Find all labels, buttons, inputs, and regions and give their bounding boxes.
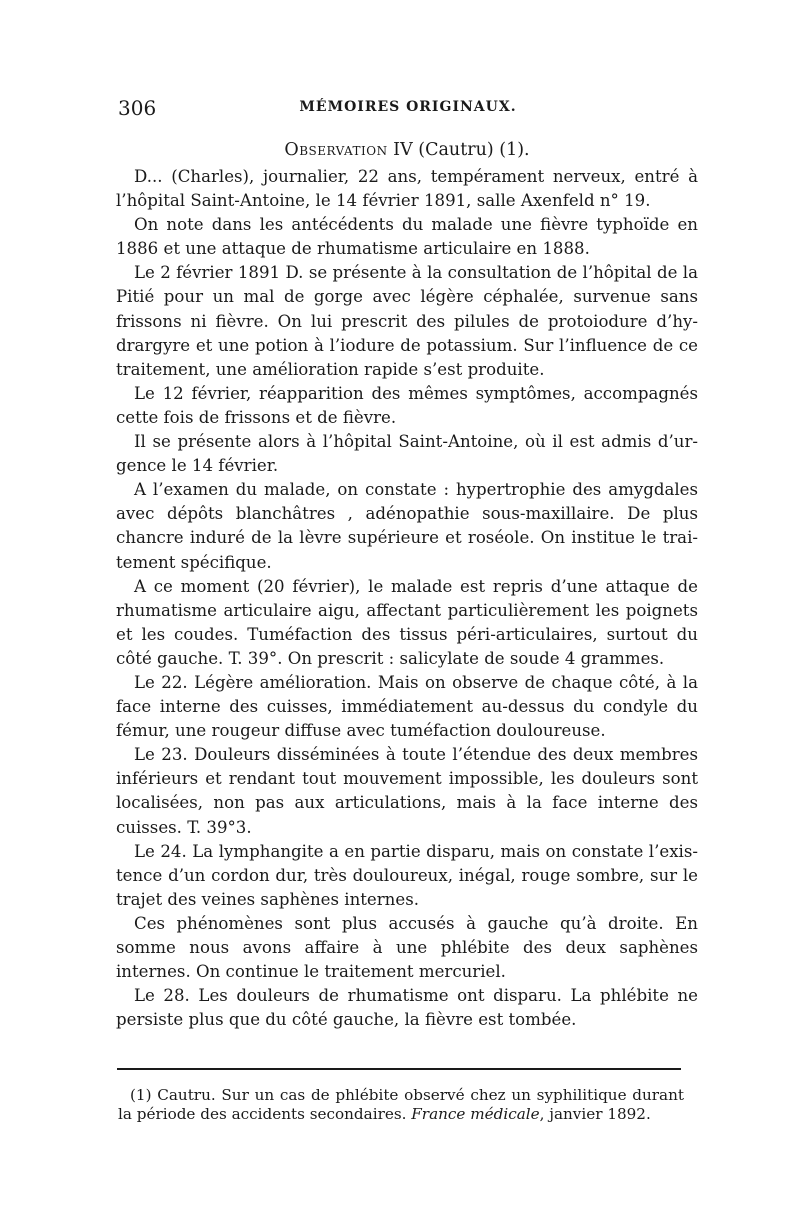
body-text (116, 165, 698, 1032)
footnote-divider (117, 1068, 681, 1070)
paragraph-consultation: Le 2 février 1891 D. se présente à la consultation de l’hôpital de la Pitié pour un mal de gorge avec légère céphalée, survenue sans frissons ni fièvre. On lui prescrit des pilules de protoiodure d’hydrargyre et une potion à l’iodure de potassium. Sur l’influence de ce traitement, une amélioration rapide s’est produite. (116, 263, 698, 379)
paragraph-phenomena: Ces phénomènes sont plus accusés à gauche qu’à droite. En somme nous avons affaire à une phlébite des deux saphènes internes. On continue le traitement mercuriel. (116, 913, 698, 982)
paragraph-feb-28: Le 28. Les douleurs de rhumatisme ont disparu. La phlébite ne persiste plus que du côté gauche, la fièvre est tombée. (116, 986, 698, 1030)
paragraph-feb-22: Le 22. Légère amélioration. Mais on observe de chaque côté, à la face interne des cuisses, immédiatement au-dessus du condyle du fémur, une rougeur diffuse avec tuméfaction douloureuse. (116, 672, 698, 741)
page-number: 306 (118, 96, 157, 120)
footnote-tail: , janvier 1892. (539, 1105, 651, 1123)
paragraph-examination: A l’examen du malade, on constate : hypertrophie des amygdales avec dépôts blanchâtres , adénopathie sous-maxillaire. De plus chancre induré de la lèvre supérieure et roséole. On institue le traitement spécifique. (116, 480, 698, 572)
running-title: MÉMOIRES ORIGINAUX. (299, 99, 517, 115)
footnote (118, 1086, 684, 1124)
paragraph-feb-12: Le 12 février, réapparition des mêmes symptômes, accompagnés cette fois de frissons et de fièvre. (116, 383, 698, 427)
observation-title (118, 140, 696, 160)
paragraph-feb-20: A ce moment (20 février), le malade est repris d’une attaque de rhumatisme articulaire aigu, affectant particulièrement les poignets et les coudes. Tuméfaction des tissus péri-articulaires, surtout du côté gauche. T. 39°. On prescrit : salicylate de soude 4 grammes. (116, 576, 698, 668)
footnote-journal: France médicale (411, 1105, 540, 1123)
paragraph-feb-24: Le 24. La lymphangite a en partie disparu, mais on constate l’existence d’un cordon dur, très douloureux, inégal, rouge sombre, sur le trajet des veines saphènes internes. (116, 841, 698, 909)
page-header (118, 96, 698, 126)
paragraph-feb-23: Le 23. Douleurs disséminées à toute l’étendue des deux membres inférieurs et rendant tout mouvement impossible, les douleurs sont localisées, non pas aux articulations, mais à la face interne des cuisses. T. 39°3. (116, 745, 698, 837)
paragraph-admitted: Il se présente alors à l’hôpital Saint-Antoine, où il est admis d’urgence le 14 février. (116, 432, 698, 476)
observation-number-author: IV (Cautru) (1). (393, 140, 530, 160)
footnote-lead: (1) Cautru. Sur un cas de phlébite observé chez un syphilitique durant la période des accidents secondaires. (118, 1086, 684, 1123)
paragraph-history: On note dans les antécédents du malade une fièvre typhoïde en 1886 et une attaque de rhumatisme articulaire en 1888. (116, 215, 698, 259)
observation-label: Observation (284, 140, 388, 160)
paragraph-admission: D... (Charles), journalier, 22 ans, tempérament nerveux, entré à l’hôpital Saint-Antoine, le 14 février 1891, salle Axenfeld n° 19. (116, 167, 698, 211)
